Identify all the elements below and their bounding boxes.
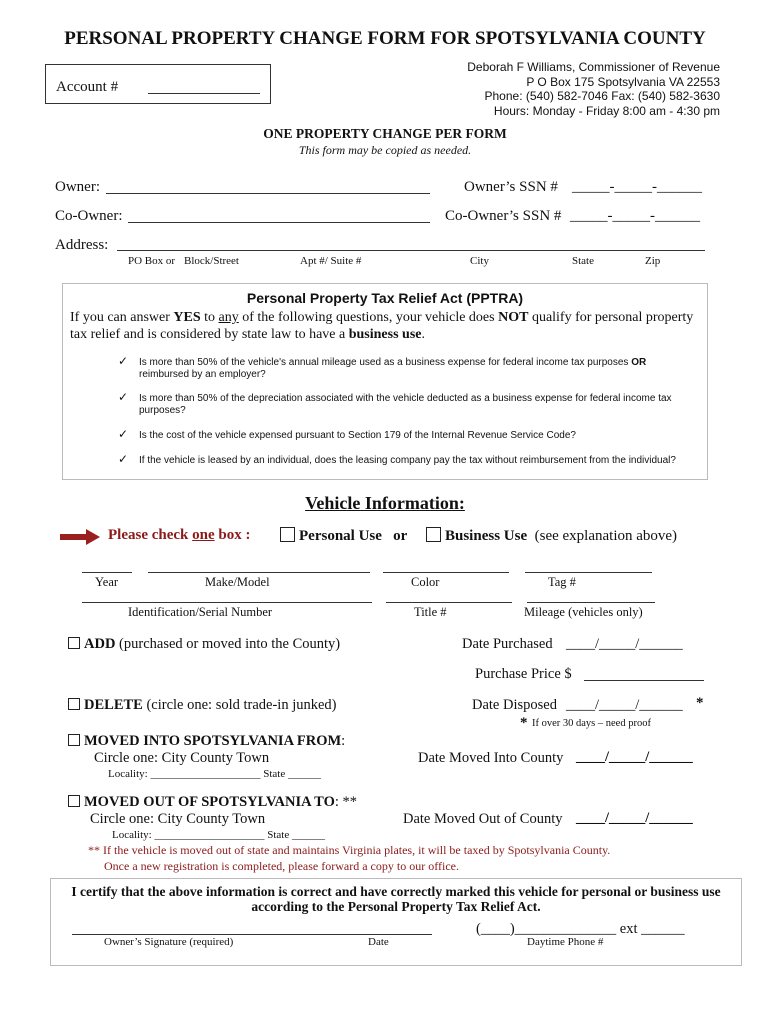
- coowner-label: Co-Owner:: [55, 208, 123, 224]
- moved-out-checkbox[interactable]: [68, 795, 80, 807]
- arrow-icon: [60, 529, 100, 545]
- office-address: P O Box 175 Spotsylvania VA 22553: [526, 74, 720, 89]
- certify-line-2: according to the Personal Property Tax Relief Act.: [251, 899, 541, 914]
- pptra-heading: Personal Property Tax Relief Act (PPTRA): [246, 290, 524, 306]
- pptra-question-4: If the vehicle is leased by an individual, does the leasing company pay the tax without reimbursement from the individual?: [139, 455, 676, 466]
- serial-field[interactable]: [82, 602, 372, 603]
- add-checkbox[interactable]: [68, 637, 80, 649]
- owner-ssn-field[interactable]: _____-_____-______: [572, 179, 702, 195]
- color-label: Color: [411, 575, 440, 589]
- checkmark-icon: ✓: [118, 427, 129, 441]
- vehicle-heading: Vehicle Information:: [305, 493, 465, 513]
- out-of-state-note: ** If the vehicle is moved out of state and maintains Virginia plates, it will be taxed by Spotsylvania County.: [88, 843, 611, 857]
- date-purchased-field[interactable]: ____/_____/______: [566, 636, 683, 652]
- coowner-ssn-label: Co-Owner’s SSN #: [445, 208, 562, 224]
- subtitle-note: This form may be copied as needed.: [298, 143, 472, 157]
- address-part-apt: Apt #/ Suite #: [300, 255, 362, 267]
- checkmark-icon: ✓: [118, 452, 129, 466]
- color-field[interactable]: [383, 572, 509, 573]
- asterisk-note-mark: *: [520, 715, 528, 731]
- checkmark-icon: ✓: [118, 390, 129, 404]
- date-label: Date: [368, 936, 389, 948]
- moved-into-checkbox[interactable]: [68, 734, 80, 746]
- account-box: [45, 64, 271, 104]
- certify-line-1: I certify that the above information is correct and have correctly marked this vehicle for personal or business use: [71, 884, 721, 899]
- address-part-zip: Zip: [645, 255, 661, 267]
- purchase-price-field[interactable]: [584, 680, 704, 681]
- date-moved-into-label: Date Moved Into County: [418, 750, 564, 766]
- moved-out-locality[interactable]: Locality: ____________________ State ______: [112, 829, 325, 841]
- office-hours: Hours: Monday - Friday 8:00 am - 4:30 pm: [493, 103, 720, 118]
- title-field[interactable]: [386, 602, 512, 603]
- date-moved-out-field[interactable]: ____/_____/______: [576, 810, 693, 826]
- pptra-question-3: Is the cost of the vehicle expensed pursuant to Section 179 of the Internal Revenue Service Code?: [139, 430, 576, 441]
- signature-field[interactable]: [72, 934, 432, 935]
- subtitle: ONE PROPERTY CHANGE PER FORM: [263, 126, 507, 141]
- delete-option: DELETE (circle one: sold trade-in junked): [68, 697, 337, 714]
- office-name: Deborah F Williams, Commissioner of Revenue: [467, 60, 720, 74]
- tag-field[interactable]: [525, 572, 652, 573]
- address-part-pobox: PO Box or: [128, 255, 176, 267]
- coowner-ssn-field[interactable]: _____-_____-______: [570, 208, 700, 224]
- owner-field[interactable]: [106, 193, 430, 194]
- year-label: Year: [95, 575, 119, 589]
- registration-note: Once a new registration is completed, please forward a copy to our office.: [104, 859, 459, 873]
- address-part-city: City: [470, 255, 489, 267]
- phone-field[interactable]: (____)______________ ext ______: [476, 921, 685, 937]
- signature-label: Owner’s Signature (required): [104, 936, 234, 948]
- pptra-question-1: Is more than 50% of the vehicle's annual mileage used as a business expense for federal income tax purposes OR reimbursed by an employer?: [139, 357, 647, 380]
- pptra-intro-line2: tax relief and is considered by state law to have a business use.: [70, 327, 425, 342]
- add-option: ADD (purchased or moved into the County): [68, 636, 340, 653]
- check-one-label: Please check one box :: [108, 527, 251, 543]
- moved-into-circle-one: Circle one: City County Town: [94, 750, 270, 766]
- owner-label: Owner:: [55, 179, 100, 195]
- office-info: [467, 60, 720, 118]
- mileage-label: Mileage (vehicles only): [524, 605, 643, 619]
- mileage-field[interactable]: [527, 602, 655, 603]
- address-field[interactable]: [117, 250, 705, 251]
- account-field[interactable]: [148, 93, 260, 94]
- moved-into-option: MOVED INTO SPOTSYLVANIA FROM:: [68, 733, 345, 750]
- over-30-note: If over 30 days – need proof: [532, 718, 651, 729]
- business-use-label: Business Use: [445, 528, 528, 544]
- date-moved-into-field[interactable]: ____/_____/______: [576, 749, 693, 765]
- delete-checkbox[interactable]: [68, 698, 80, 710]
- office-phone: Phone: (540) 582-7046 Fax: (540) 582-3630: [484, 89, 720, 103]
- business-use-checkbox[interactable]: [426, 527, 441, 542]
- tag-label: Tag #: [548, 575, 576, 589]
- checkmark-icon: ✓: [118, 354, 129, 368]
- moved-into-locality[interactable]: Locality: ____________________ State ______: [108, 768, 321, 780]
- date-disposed-label: Date Disposed: [472, 697, 557, 713]
- date-moved-out-label: Date Moved Out of County: [403, 811, 563, 827]
- personal-use-checkbox[interactable]: [280, 527, 295, 542]
- account-label: Account #: [56, 79, 119, 95]
- personal-use-option: Personal Use or: [280, 527, 407, 545]
- moved-out-option: MOVED OUT OF SPOTSYLVANIA TO: **: [68, 794, 357, 811]
- address-part-street: Block/Street: [184, 255, 239, 267]
- business-use-option: Business Use (see explanation above): [426, 527, 677, 545]
- pptra-intro-line1: If you can answer YES to any of the following questions, your vehicle does NOT qualify for personal property: [70, 310, 694, 325]
- make-model-label: Make/Model: [205, 575, 270, 589]
- serial-label: Identification/Serial Number: [128, 605, 273, 619]
- make-model-field[interactable]: [148, 572, 370, 573]
- form-title: PERSONAL PROPERTY CHANGE FORM FOR SPOTSYLVANIA COUNTY: [64, 28, 706, 49]
- date-disposed-field[interactable]: ____/_____/______: [566, 697, 683, 713]
- date-purchased-label: Date Purchased: [462, 636, 553, 652]
- purchase-price-label: Purchase Price $: [475, 666, 572, 682]
- address-label: Address:: [55, 237, 109, 253]
- pptra-question-2: Is more than 50% of the depreciation associated with the vehicle deducted as a business expense for federal income tax purposes?: [139, 393, 672, 416]
- title-label: Title #: [414, 605, 447, 619]
- asterisk-mark: *: [696, 695, 704, 711]
- address-part-state: State: [572, 255, 594, 267]
- owner-ssn-label: Owner’s SSN #: [464, 179, 558, 195]
- phone-label: Daytime Phone #: [527, 936, 604, 948]
- year-field[interactable]: [82, 572, 132, 573]
- moved-out-circle-one: Circle one: City County Town: [90, 811, 266, 827]
- coowner-field[interactable]: [128, 222, 430, 223]
- personal-use-label: Personal Use: [299, 528, 382, 544]
